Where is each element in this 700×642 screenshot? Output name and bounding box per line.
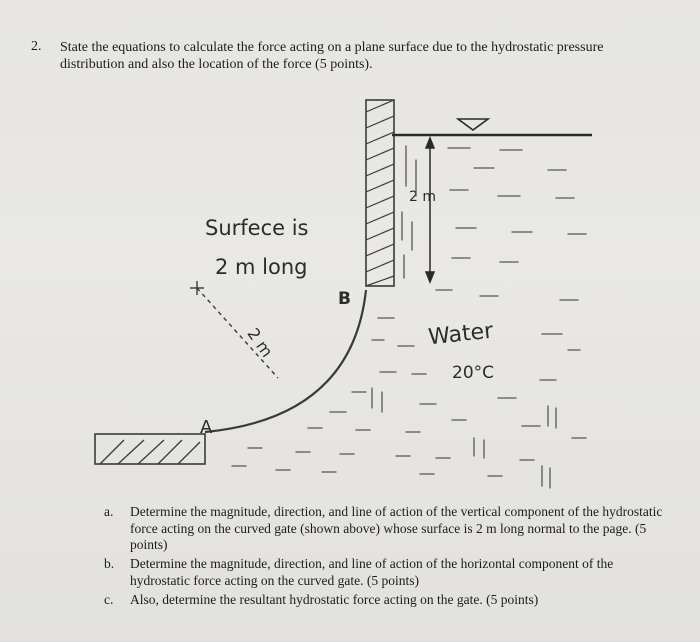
subquestion-text: Determine the magnitude, direction, and line of action of the vertical component of the hydrostatic force acting on the curved gate (shown above) whose surface is 2 m long normal to the page. (5 points): [130, 504, 663, 552]
subquestion-letter: b.: [104, 556, 115, 571]
subquestion-text: Also, determine the resultant hydrostatic force acting on the gate. (5 points): [130, 592, 539, 607]
radius-label: 2 m: [243, 324, 277, 361]
depth-label: 2 m: [409, 189, 436, 205]
depth-dimension-arrow: [426, 138, 434, 282]
subquestion-letter: a.: [104, 504, 114, 519]
subquestion-text: Determine the magnitude, direction, and line of action of the horizontal component of the hydrostatic force acting on the curved gate. (5 points): [130, 556, 614, 588]
question-text: State the equations to calculate the force acting on a plane surface due to the hydrostatic pressure distribution and also the location of the force (5 points).: [60, 40, 604, 72]
surface-note-line1: Surfece is: [205, 216, 309, 240]
fluid-label: Water: [427, 318, 495, 351]
point-b-label: B: [338, 289, 351, 309]
surface-note-line2: 2 m long: [215, 255, 308, 279]
temperature-label: 20°C: [452, 363, 495, 383]
vertical-wall: [366, 100, 394, 286]
curved-gate: [205, 290, 366, 432]
subquestion-letter: c.: [104, 592, 114, 607]
question-number: 2.: [31, 39, 42, 54]
free-surface-icon: [458, 119, 488, 130]
point-a-label: A: [200, 417, 213, 438]
radius-dimension: [190, 281, 278, 378]
bottom-base: [95, 434, 205, 464]
